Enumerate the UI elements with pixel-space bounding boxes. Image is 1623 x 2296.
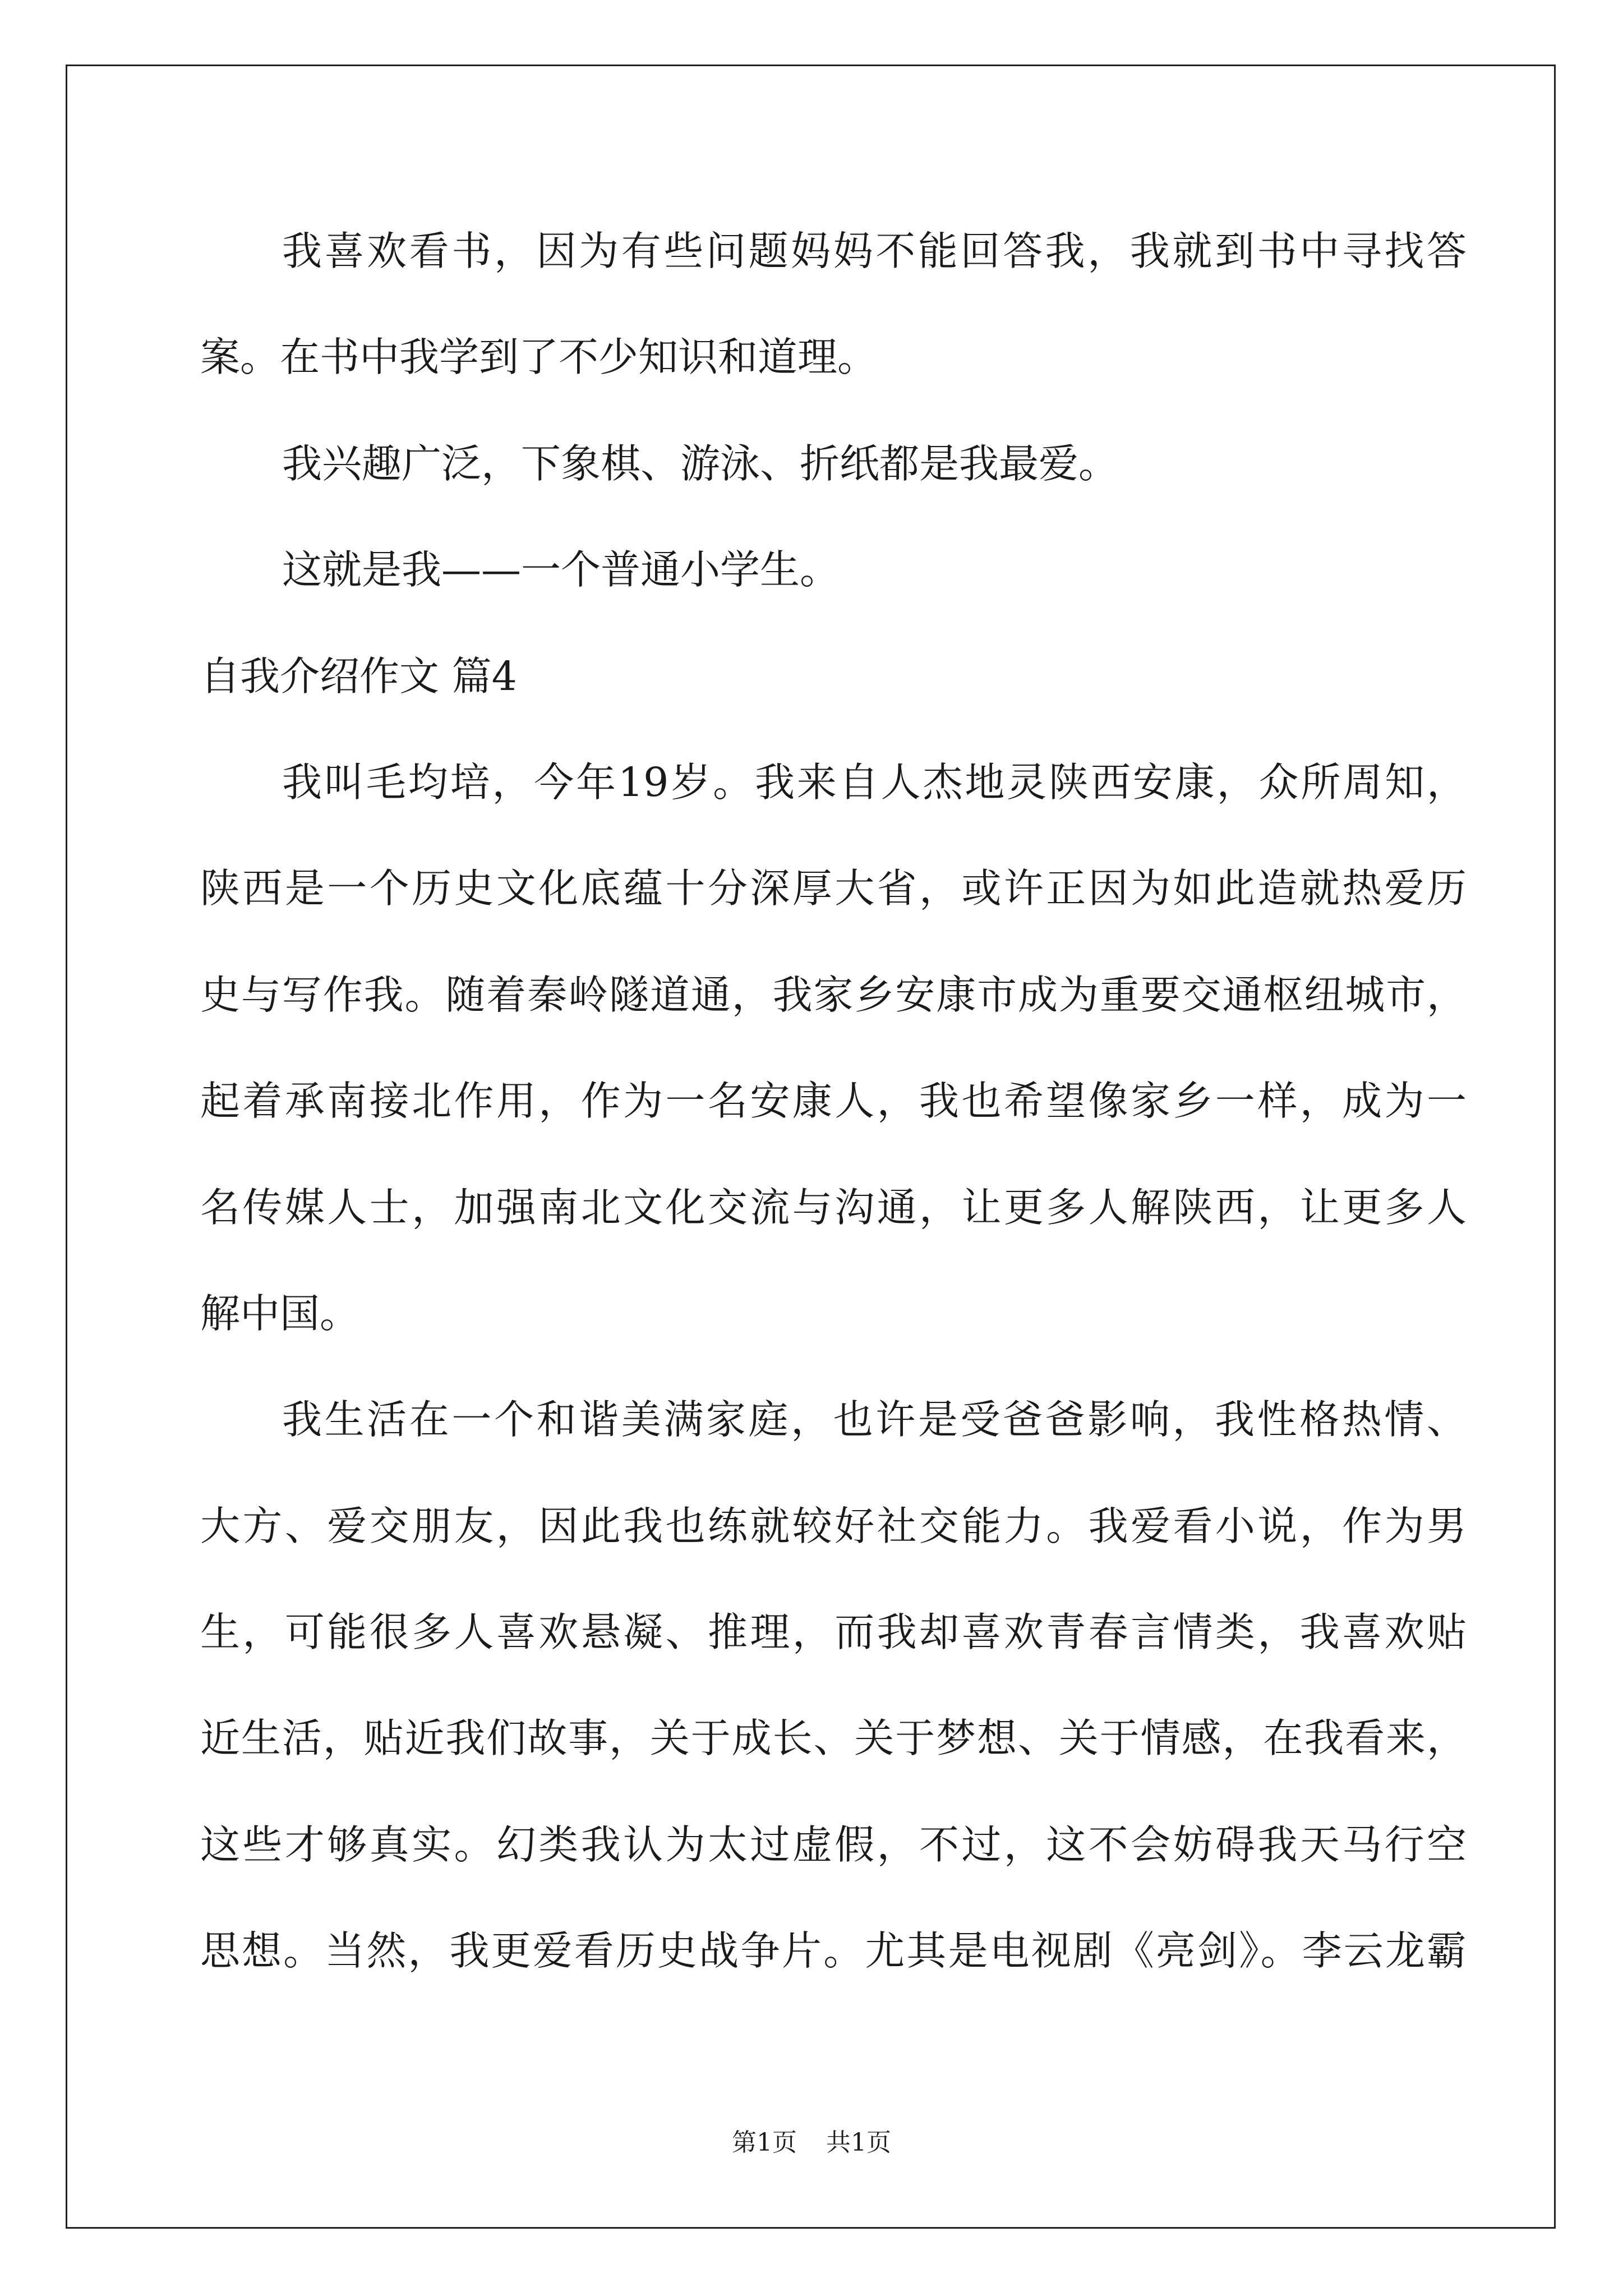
paragraph [200, 729, 1467, 1366]
text-line: 起着承南接北作用，作为一名安康人，我也希望像家乡一样，成为一 [200, 1078, 1467, 1125]
text-line: 这就是我——一个普通小学生。 [282, 546, 840, 593]
page-footer [0, 2126, 1623, 2160]
text-line: 我兴趣广泛，下象棋、游泳、折纸都是我最爱。 [282, 440, 1119, 487]
paragraph [200, 517, 1467, 623]
text-line: 这些才够真实。幻类我认为太过虚假，不过，这不会妨碍我天马行空 [200, 1821, 1467, 1868]
text-line: 史与写作我。随着秦岭隧道通，我家乡安康市成为重要交通枢纽城市， [200, 971, 1467, 1018]
text-line: 我喜欢看书，因为有些问题妈妈不能回答我，我就到书中寻找答 [282, 228, 1467, 274]
text-line: 案。在书中我学到了不少知识和道理。 [200, 334, 878, 381]
paragraph [200, 411, 1467, 517]
paragraph [200, 1366, 1467, 2004]
section-heading: 自我介绍作文 篇4 [200, 652, 517, 700]
text-line: 陕西是一个历史文化底蕴十分深厚大省，或许正因为如此造就热爱历 [200, 865, 1467, 912]
text-line: 近生活，贴近我们故事，关于成长、关于梦想、关于情感，在我看来， [200, 1715, 1467, 1762]
text-line: 我叫毛均培，今年19岁。我来自人杰地灵陕西安康，众所周知， [282, 758, 1467, 806]
text-line: 名传媒人士，加强南北文化交流与沟通，让更多人解陕西，让更多人 [200, 1184, 1467, 1231]
page-number-total: 共1页 [826, 2128, 891, 2157]
page-number-current: 第1页 [732, 2128, 797, 2157]
text-line: 我生活在一个和谐美满家庭，也许是受爸爸影响，我性格热情、 [282, 1396, 1467, 1443]
text-line: 大方、爱交朋友，因此我也练就较好社交能力。我爱看小说，作为男 [200, 1502, 1467, 1549]
text-line: 生，可能很多人喜欢悬凝、推理，而我却喜欢青春言情类，我喜欢贴 [200, 1609, 1467, 1656]
paragraph [200, 198, 1467, 411]
text-line: 解中国。 [200, 1290, 360, 1337]
document-body [200, 198, 1467, 2004]
text-line: 思想。当然，我更爱看历史战争片。尤其是电视剧《亮剑》。李云龙霸 [200, 1927, 1467, 1975]
